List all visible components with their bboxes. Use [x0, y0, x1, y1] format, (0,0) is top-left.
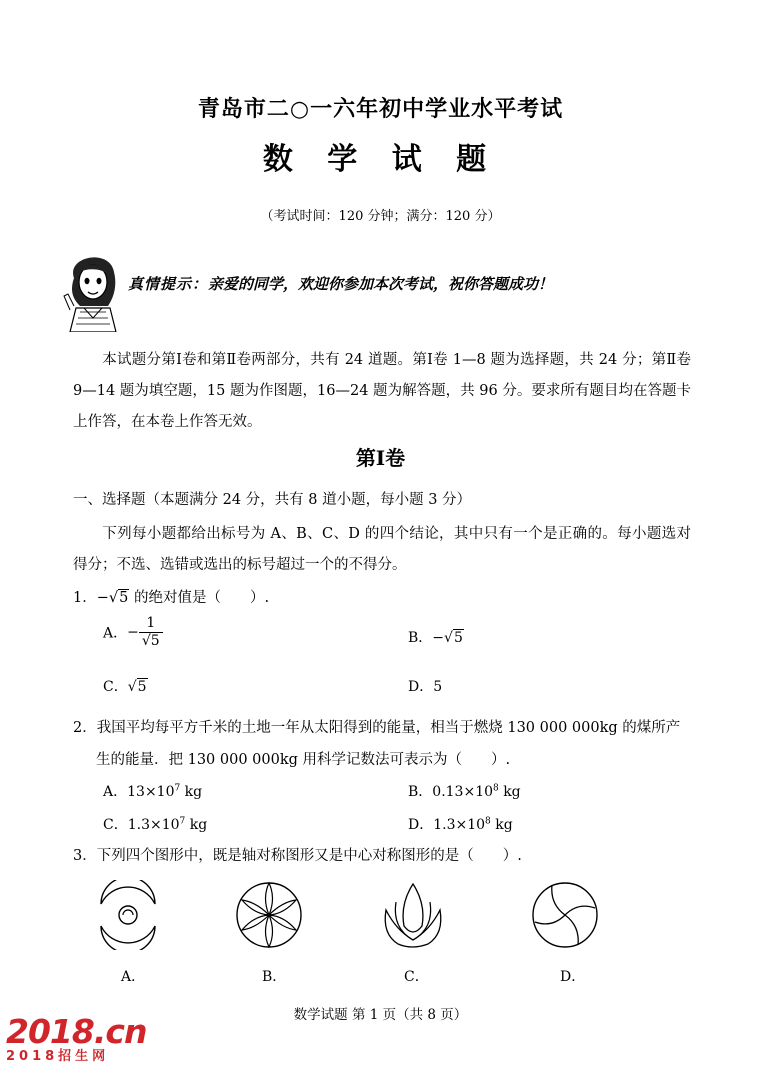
watermark-small: 2018招生网 [6, 1049, 110, 1064]
figure-b-label: B． [262, 969, 287, 985]
section-note: 下列每小题都给出标号为 A、B、C、D 的四个结论，其中只有一个是正确的。每小题选对得分；不选、选错或选出的标号超过一个的不得分。 [73, 526, 691, 573]
figure-d-icon [530, 880, 600, 950]
volume-title: 第Ⅰ卷 [355, 446, 406, 470]
exam-title: 青岛市二○一六年初中学业水平考试 [197, 96, 564, 122]
q1-option-c: C．√5 [103, 679, 147, 695]
figure-b-icon [234, 880, 304, 950]
watermark-big: 2018.cn [6, 1012, 147, 1051]
instructions: 本试题分第Ⅰ卷和第Ⅱ卷两部分，共有 24 道题。第Ⅰ卷 1—8 题为选择题，共 24 分；第Ⅱ卷 9—14 题为填空题，15 题为作图题，16—24 题为解答题，共 96 分。要求所有题目均在答题卡上作答，在本卷上作答无效。 [73, 352, 691, 430]
tip-label: 真情提示： [128, 275, 209, 293]
q2-option-d: D．$1.3\times 10^8$ kg [408, 816, 513, 833]
q1-option-a: A．− $\frac{1}{√5}$ [103, 615, 163, 650]
figure-d-label: D． [560, 969, 586, 985]
figure-a-icon [93, 880, 163, 950]
q2-option-a: A．$13\times 10^7$ kg [103, 783, 203, 800]
question-2-line2: 生的能量．把 130 000 000kg 用科学记数法可表示为（ ）. [96, 752, 511, 768]
subject-title: 数 学 试 题 [262, 142, 499, 177]
figure-c-icon [378, 880, 448, 952]
tip-line [128, 273, 553, 294]
q2-option-b: B．$0.13\times 10^8$ kg [408, 783, 521, 800]
q1-option-d: D．5 [408, 679, 443, 695]
figure-a-label: A． [121, 969, 146, 985]
exam-info: （考试时间：120 分钟；满分：120 分） [260, 209, 501, 224]
q1-option-b: B．−√5 [408, 630, 463, 646]
section-heading: 一、选择题（本题满分 24 分，共有 8 道小题，每小题 3 分） [73, 492, 472, 508]
figure-c-label: C． [404, 969, 429, 985]
tip-text: 亲爱的同学，欢迎你参加本次考试，祝你答题成功！ [208, 275, 554, 293]
watermark-logo [6, 1012, 147, 1065]
cartoon-girl-icon [60, 248, 126, 332]
q2-option-c: C．$1.3\times 10^7$ kg [103, 816, 208, 833]
page-footer: 数学试题 第 1 页（共 8 页） [293, 1007, 468, 1023]
question-1: 1．−√5 的绝对值是（ ）. [73, 590, 270, 606]
question-2-line1: 2．我国平均每平方千米的土地一年从太阳得到的能量，相当于燃烧 130 000 000kg 的煤所产 [73, 720, 681, 736]
question-3: 3．下列四个图形中，既是轴对称图形又是中心对称图形的是（ ）. [73, 848, 522, 864]
